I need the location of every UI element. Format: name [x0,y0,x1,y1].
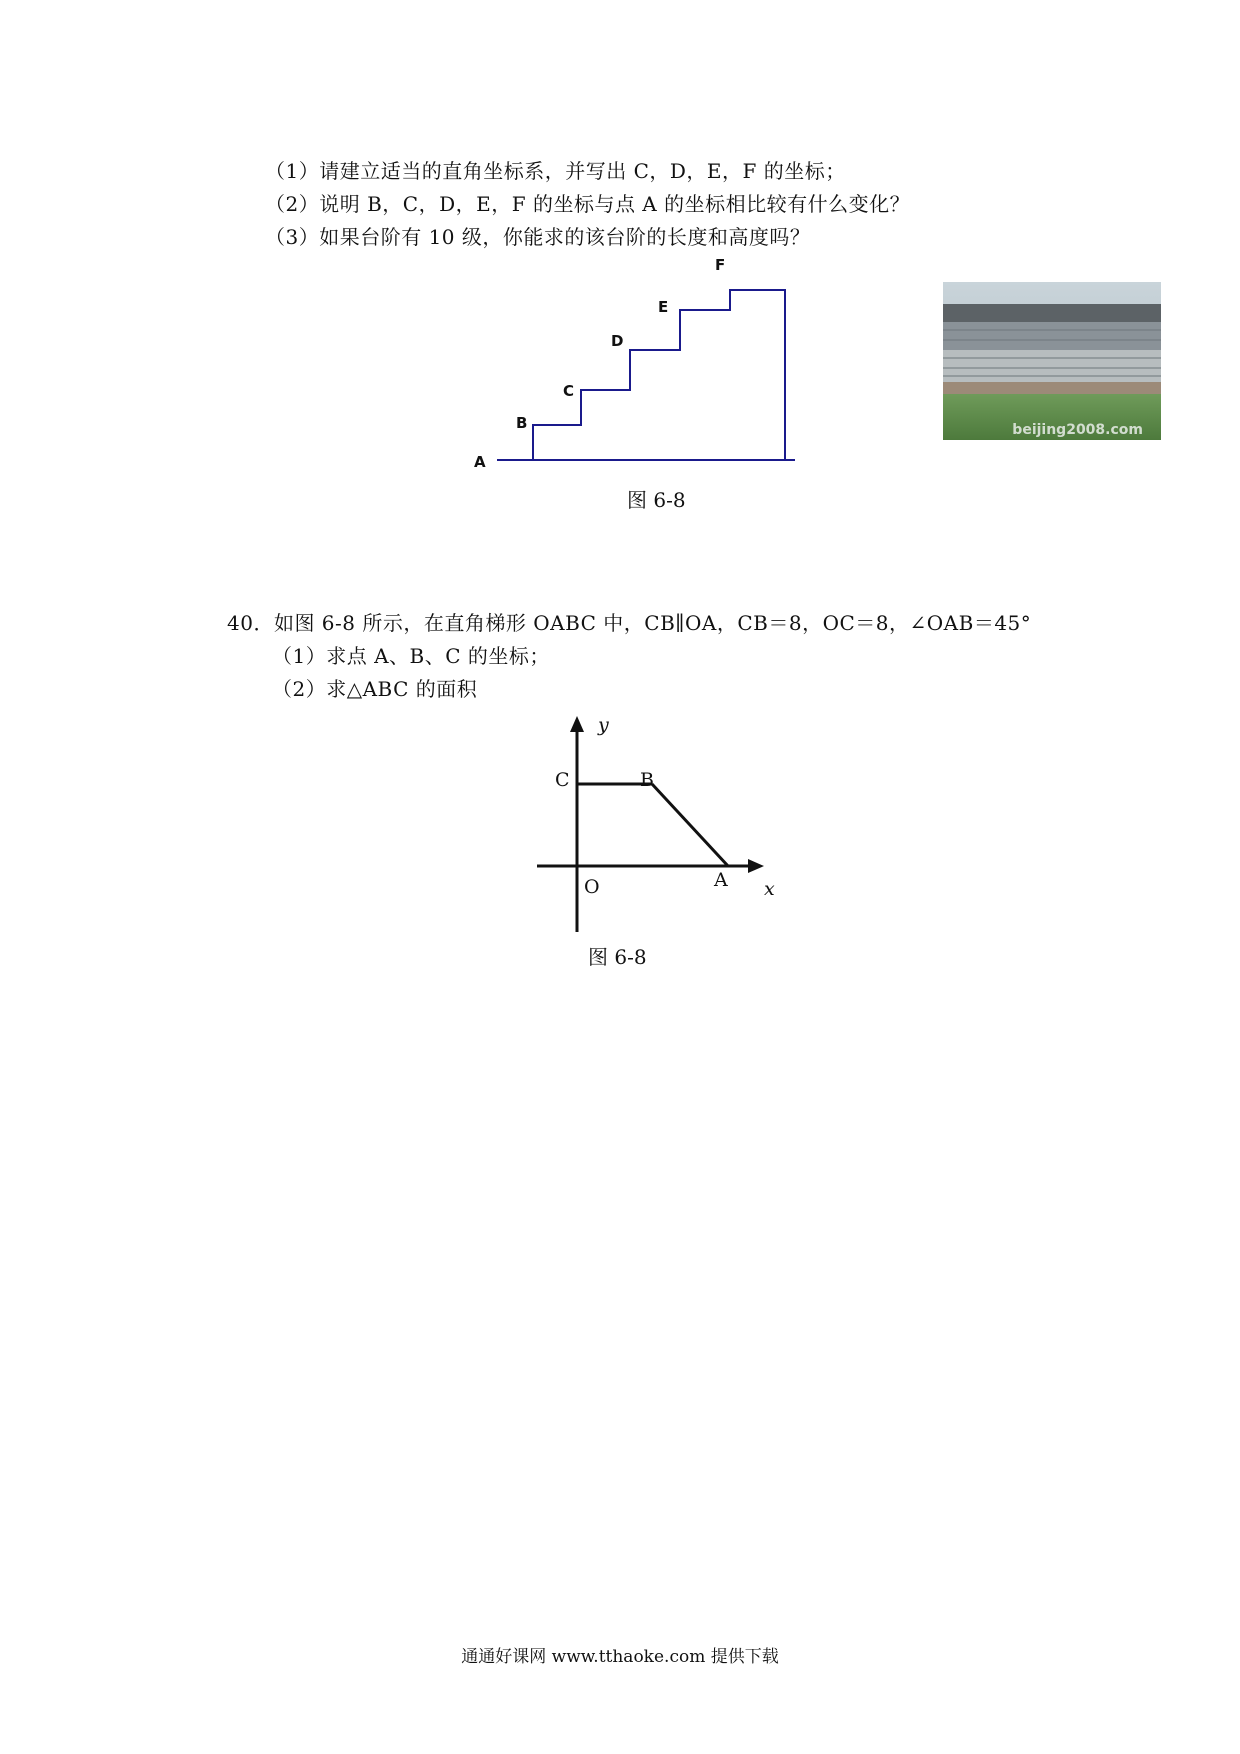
x-axis-arrow [748,859,764,873]
figure-caption-1: 图 6-8 [627,488,686,512]
x-axis-label: x [764,878,775,900]
q39-item-3: （3）如果台阶有 10 级，你能求的该台阶的长度和高度吗？ [265,225,811,249]
label-c: C [563,382,575,400]
label-b: B [516,414,528,432]
figure-caption-2: 图 6-8 [588,945,647,969]
q39-item-1: （1）请建立适当的直角坐标系，并写出 C，D，E，F 的坐标； [265,159,846,183]
segment-ba [652,784,728,866]
q39-item-2: （2）说明 B，C，D，E，F 的坐标与点 A 的坐标相比较有什么变化？ [265,192,911,216]
point-a-label: A [714,869,728,891]
point-b-label: B [640,769,654,791]
page-footer: 通通好课网 www.tthaoke.com 提供下载 [461,1647,779,1667]
photo-watermark: beijing2008.com [1012,422,1143,438]
label-d: D [611,332,624,350]
label-a: A [474,453,486,471]
q40-item-2: （2）求△ABC 的面积 [272,677,478,701]
q40-stem: 40．如图 6-8 所示，在直角梯形 OABC 中，CB∥OA，CB＝8，OC＝8，∠OAB＝45° [227,611,1032,635]
point-c-label: C [555,769,570,791]
label-e: E [658,298,669,316]
label-f: F [715,256,726,274]
y-axis-arrow [570,716,584,732]
y-axis-label: y [598,714,609,736]
point-o-label: O [584,876,600,898]
q40-item-1: （1）求点 A、B、C 的坐标； [272,644,550,668]
